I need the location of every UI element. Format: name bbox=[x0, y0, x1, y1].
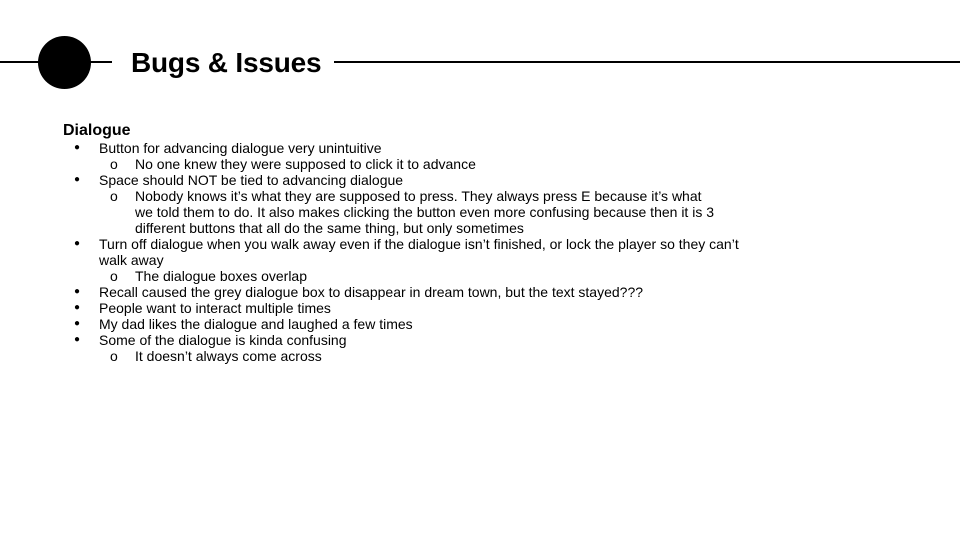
bullet-item: ● My dad likes the dialogue and laughed a few times bbox=[63, 316, 783, 332]
bullet-item: ● Turn off dialogue when you walk away even if the dialogue isn’t finished, or lock the player so they can’t walk away bbox=[63, 236, 739, 268]
bullet-item: ● Some of the dialogue is kinda confusing bbox=[63, 332, 783, 348]
bullet-item: ● People want to interact multiple times bbox=[63, 300, 783, 316]
title-rule-right bbox=[334, 61, 960, 63]
bullet-item: ● Space should NOT be tied to advancing dialogue bbox=[63, 172, 783, 188]
bullet-item: ● Button for advancing dialogue very unintuitive bbox=[63, 140, 783, 156]
sub-bullet-item: o No one knew they were supposed to click it to advance bbox=[63, 156, 783, 172]
bullet-item: ● Recall caused the grey dialogue box to disappear in dream town, but the text stayed??? bbox=[63, 284, 783, 300]
sub-bullet-item: o The dialogue boxes overlap bbox=[63, 268, 783, 284]
slide-body bbox=[63, 122, 783, 364]
title-dot-circle bbox=[38, 36, 91, 89]
slide-title: Bugs & Issues bbox=[131, 47, 322, 78]
sub-bullet-item: o Nobody knows it’s what they are supposed to press. They always press E because it’s what we told them to do. It also makes clicking the button even more confusing because then it is 3 different buttons that all do the same thing, but only sometimes bbox=[63, 188, 723, 236]
section-heading: Dialogue bbox=[63, 122, 131, 139]
bullet-list bbox=[63, 140, 783, 364]
sub-bullet-item: o It doesn’t always come across bbox=[63, 348, 783, 364]
